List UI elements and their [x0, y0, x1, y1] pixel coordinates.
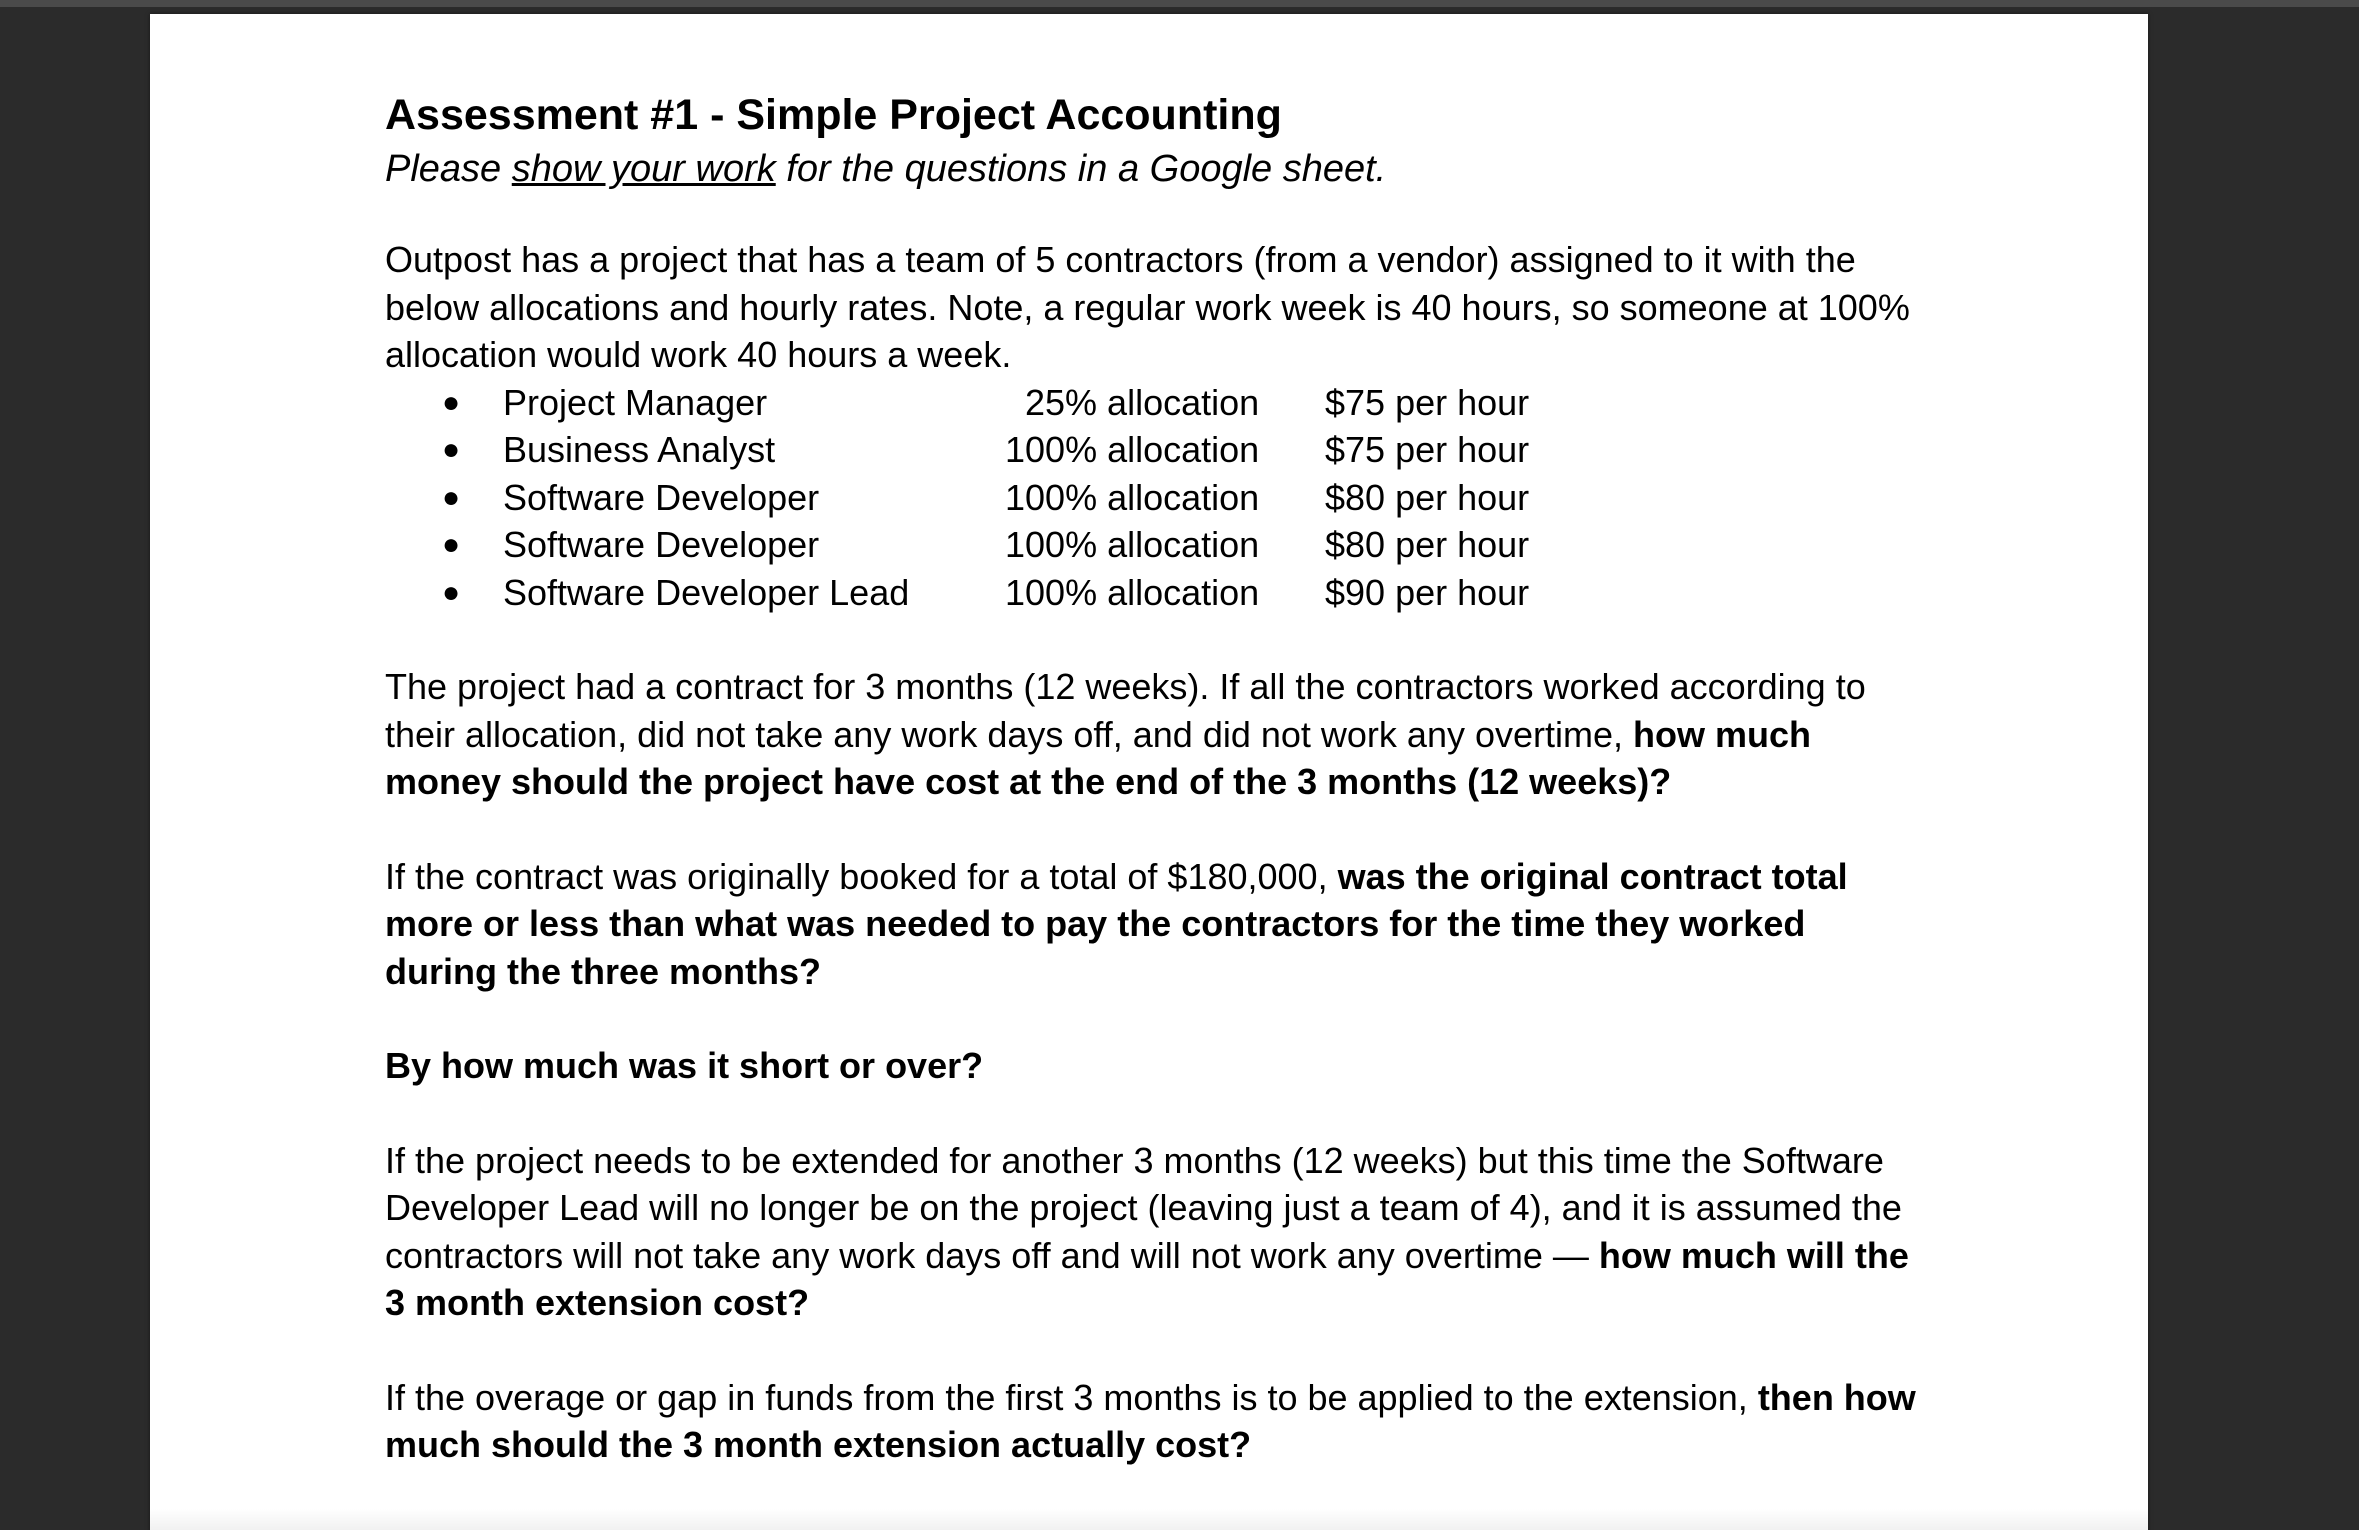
bullet-icon: ● — [442, 385, 461, 419]
team-rate-list — [385, 379, 1925, 617]
question-5 — [385, 1374, 1925, 1469]
team-rate: $90 per hour — [1325, 571, 1530, 613]
question-5-bold: then how much should the 3 month extension actually cost? — [385, 1376, 1916, 1465]
team-role: Software Developer — [503, 476, 820, 518]
document-subtitle — [385, 144, 1925, 194]
intro-paragraph: Outpost has a project that has a team of 5 contractors (from a vendor) assigned to it with the below allocations and hourly rates. Note, a regular work week is 40 hours, so someone at 100% allocation would work 40 hours a week. — [385, 239, 1910, 375]
team-role: Project Manager — [503, 381, 768, 423]
page-bottom-shadow — [150, 1509, 2148, 1530]
page-content — [385, 86, 1925, 1469]
team-allocation: 100% allocation — [1005, 571, 1260, 613]
question-1-text: The project had a contract for 3 months (12 weeks). If all the contractors worked according to their allocation, did not take any work days off, and did not work any overtime, — [385, 666, 1866, 755]
team-allocation: 100% allocation — [1005, 524, 1260, 565]
list-item — [385, 474, 1925, 522]
team-rate: $80 per hour — [1325, 524, 1530, 565]
question-2-text: If the contract was originally booked for a total of $180,000, — [385, 855, 1338, 897]
team-rate: $75 per hour — [1325, 381, 1530, 423]
question-1 — [385, 663, 1925, 806]
list-item — [385, 521, 1925, 569]
question-3 — [385, 1042, 1925, 1090]
list-item — [385, 569, 1925, 617]
team-role: Software Developer — [503, 524, 820, 565]
bullet-icon: ● — [442, 433, 461, 466]
question-1-bold: how much money should the project have cost at the end of the 3 months (12 weeks)? — [385, 713, 1812, 802]
bullet-icon: ● — [442, 575, 461, 609]
team-role: Business Analyst — [503, 429, 776, 470]
question-4-text: If the project needs to be extended for another 3 months (12 weeks) but this time the Software Developer Lead will no longer be on the project (leaving just a team of 4), and it is assumed the contractors will not take any work days off and will not work any overtime — — [385, 1139, 1902, 1276]
question-2 — [385, 853, 1925, 996]
question-2-bold: was the original contract total more or less than what was needed to pay the contractors for the time they worked during the three months? — [385, 855, 1848, 992]
team-rate: $75 per hour — [1325, 429, 1530, 470]
team-allocation: 100% allocation — [1005, 429, 1260, 470]
subtitle-underlined: show your work — [511, 148, 776, 190]
team-rate: $80 per hour — [1325, 476, 1530, 518]
team-allocation: 100% allocation — [1005, 476, 1260, 518]
team-role: Software Developer Lead — [503, 571, 910, 613]
question-4-bold: how much will the 3 month extension cost? — [385, 1234, 1909, 1323]
list-item — [385, 426, 1925, 474]
subtitle-pre: Please — [385, 148, 512, 190]
question-5-text: If the overage or gap in funds from the first 3 months is to be applied to the extension, — [385, 1376, 1758, 1418]
bullet-icon: ● — [442, 480, 461, 514]
team-allocation: 25% allocation — [1025, 381, 1260, 423]
subtitle-post: for the questions in a Google sheet. — [775, 148, 1387, 190]
question-3-bold: By how much was it short or over? — [385, 1045, 984, 1086]
list-item — [385, 379, 1925, 427]
document-title: Assessment #1 - Simple Project Accounting — [385, 91, 1282, 139]
document-page — [150, 14, 2148, 1530]
question-4 — [385, 1137, 1925, 1327]
bullet-icon: ● — [442, 528, 461, 561]
